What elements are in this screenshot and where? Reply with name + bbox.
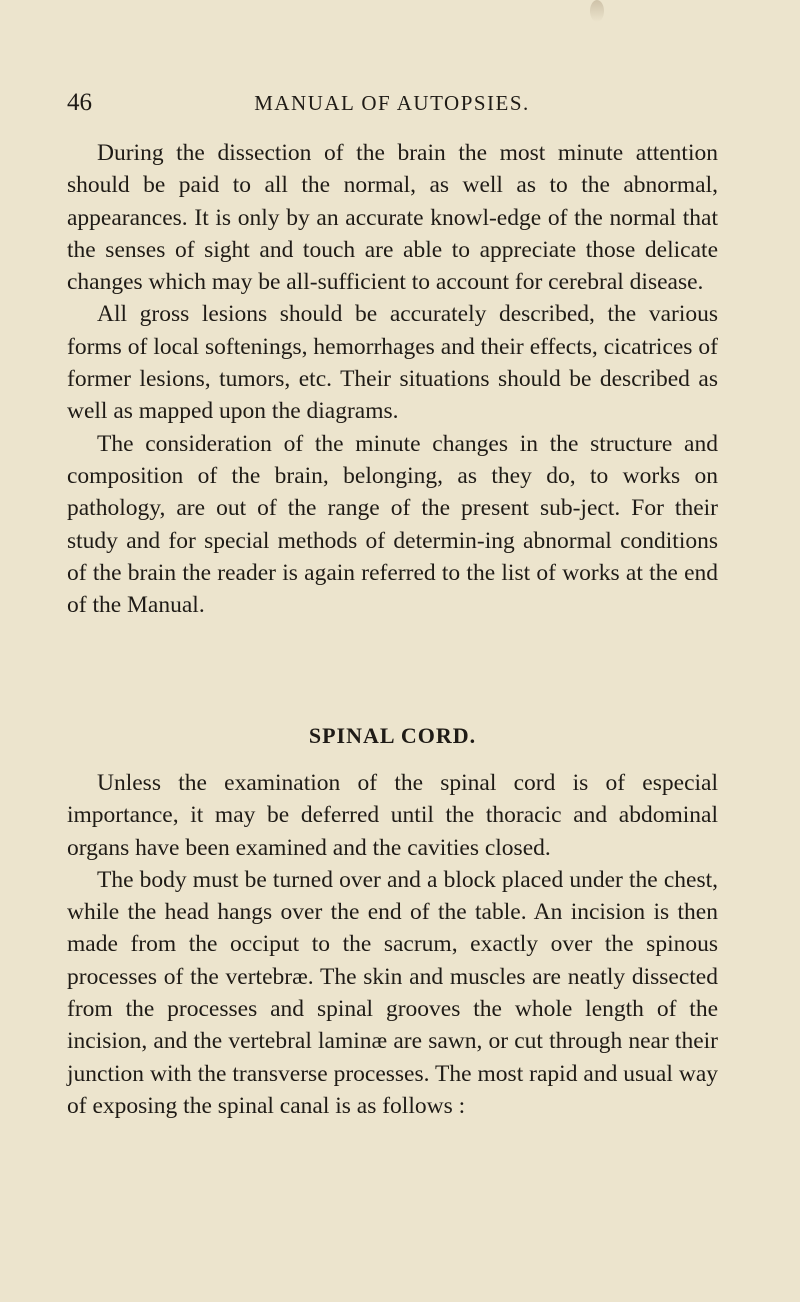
running-title: MANUAL OF AUTOPSIES. (254, 91, 530, 115)
text-block-spinal-cord (67, 767, 718, 1122)
paragraph: The body must be turned over and a block placed under the chest, while the head hangs over the end of the table. An incision is then made from the occiput to the sacrum, exactly over the spinous processes of the vertebræ. The skin and muscles are neatly dissected from the processes and spinal grooves the whole length of the incision, and the vertebral laminæ are sawn, or cut through near their junction with the transverse processes. The most rapid and usual way of exposing the spinal canal is as follows : (67, 866, 718, 1119)
paragraph: Unless the examination of the spinal cord is of especial importance, it may be deferred until the thoracic and abdominal organs have been examined and the cavities closed. (67, 770, 718, 861)
paper-stain (590, 0, 604, 22)
paragraph: All gross lesions should be accurately described, the various forms of local softenings, hemorrhages and their effects, cicatrices of former lesions, tumors, etc. Their situations should be described as well as mapped upon the diagrams. (67, 301, 718, 425)
section-heading: SPINAL CORD. (308, 723, 477, 748)
page-header (67, 88, 717, 118)
page-number: 46 (67, 89, 92, 116)
text-block-brain (67, 137, 718, 621)
paragraph: During the dissection of the brain the most minute attention should be paid to all the normal, as well as to the abnormal, appearances. It is only by an accurate knowl-edge of the normal that the senses of sight and touch are able to appreciate those delicate changes which may be all-sufficient to account for cerebral disease. (67, 140, 718, 296)
paragraph: The consideration of the minute changes in the structure and composition of the brain, belonging, as they do, to works on pathology, are out of the range of the present sub-ject. For their study and for special methods of determin-ing abnormal conditions of the brain the reader is again referred to the list of works at the end of the Manual. (67, 430, 718, 619)
